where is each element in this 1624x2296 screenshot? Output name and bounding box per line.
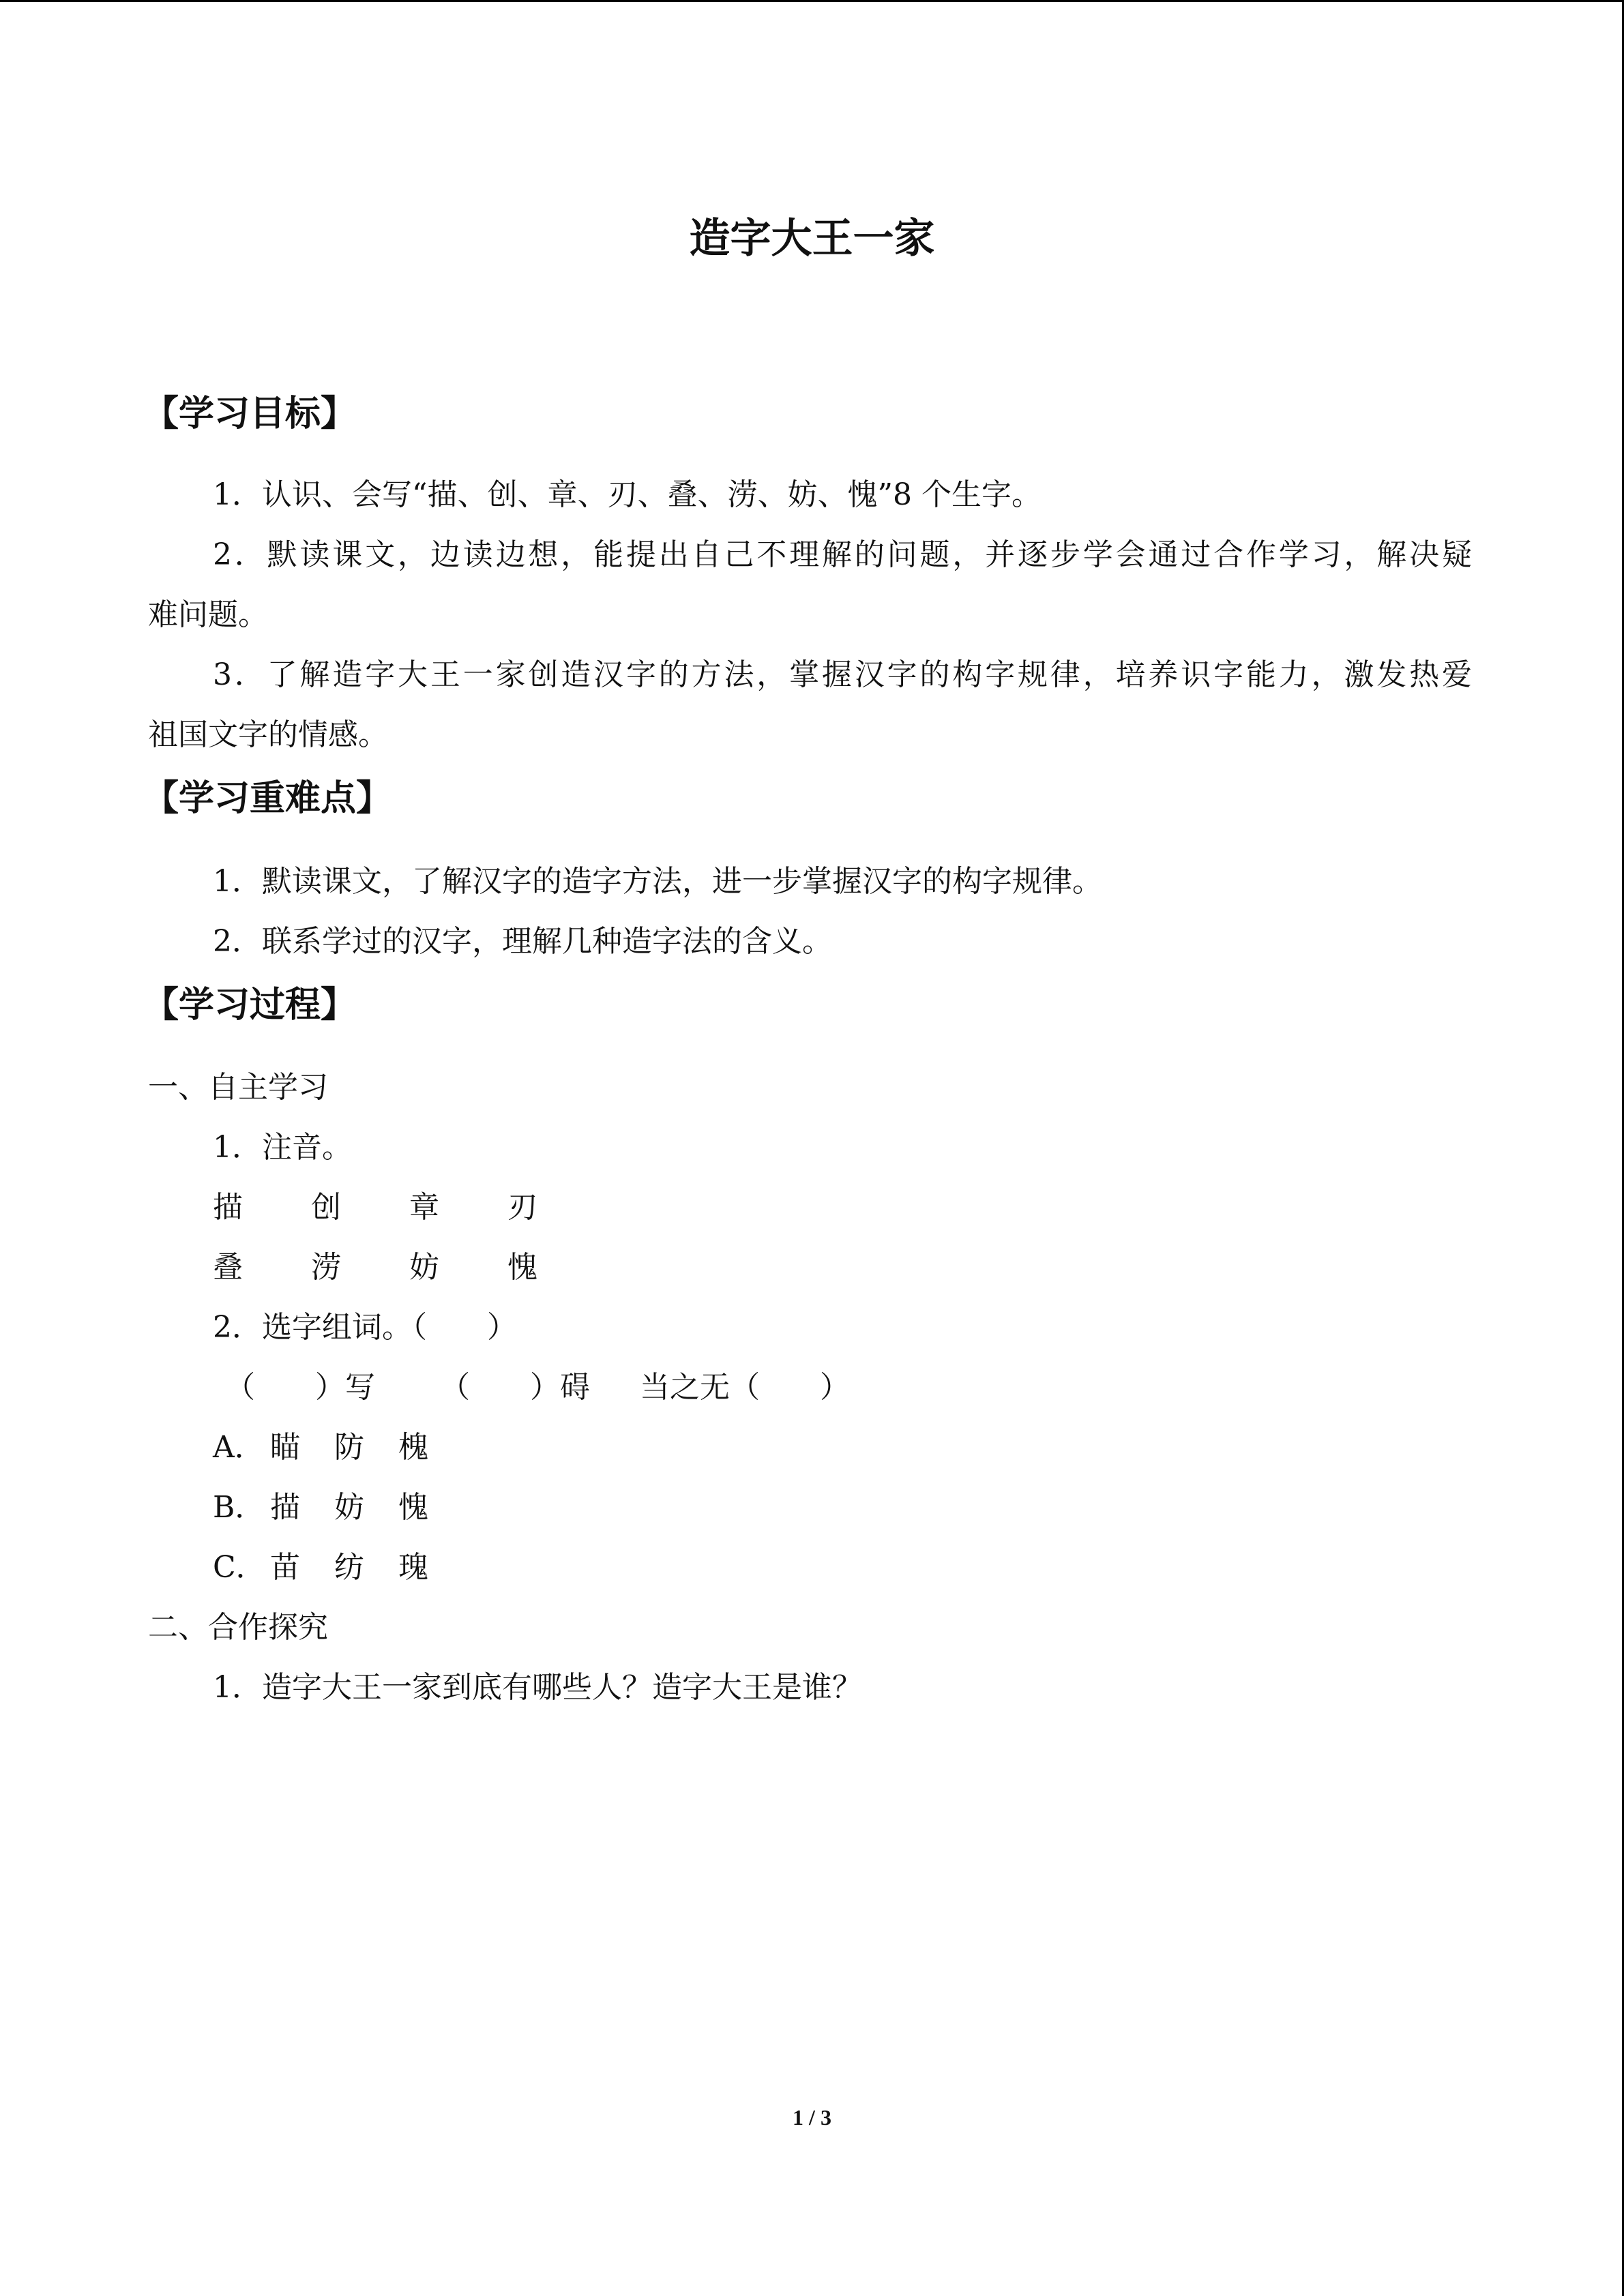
document-title: 造字大王一家 bbox=[689, 215, 935, 263]
pinyin-char: 刃 bbox=[507, 1190, 537, 1225]
key-point-2: 2．联系学过的汉字，理解几种造字法的含义。 bbox=[213, 924, 832, 959]
option-char: 苗 bbox=[270, 1550, 300, 1585]
goal-item-3-line-2: 祖国文字的情感。 bbox=[148, 717, 388, 752]
goal-item-1: 1．认识、会写“描、创、章、刃、叠、涝、妨、愧”8 个生字。 bbox=[213, 477, 1042, 512]
section-heading-process: 【学习过程】 bbox=[143, 985, 357, 1026]
key-point-1: 1．默读课文，了解汉字的造字方法，进一步掌握汉字的构字规律。 bbox=[213, 864, 1102, 899]
option-char: 描 bbox=[270, 1490, 300, 1525]
pinyin-char: 描 bbox=[213, 1190, 243, 1225]
section-heading-goals: 【学习目标】 bbox=[143, 393, 357, 434]
blank-item: （ ）写 bbox=[225, 1370, 375, 1405]
option-letter: A． bbox=[213, 1430, 265, 1465]
pinyin-char: 愧 bbox=[507, 1250, 537, 1285]
blank-item: 当之无（ ） bbox=[640, 1370, 850, 1405]
pinyin-char: 章 bbox=[409, 1190, 439, 1225]
question-2-title: 2．选字组词。（ ） bbox=[213, 1310, 517, 1345]
option-char: 愧 bbox=[398, 1490, 428, 1525]
section-heading-key-points: 【学习重难点】 bbox=[143, 778, 392, 819]
option-char: 瑰 bbox=[398, 1550, 428, 1585]
pinyin-char: 涝 bbox=[311, 1250, 341, 1285]
option-char: 妨 bbox=[334, 1490, 364, 1525]
page-border-top bbox=[0, 0, 1624, 2]
page-number: 1 / 3 bbox=[793, 2105, 831, 2130]
question-1-title: 1．注音。 bbox=[213, 1130, 352, 1165]
option-letter: C． bbox=[213, 1550, 266, 1585]
option-char: 瞄 bbox=[270, 1430, 300, 1465]
option-char: 防 bbox=[334, 1430, 364, 1465]
part-1-title: 一、自主学习 bbox=[148, 1070, 328, 1105]
part-2-question-1: 1．造字大王一家到底有哪些人？造字大王是谁？ bbox=[213, 1670, 862, 1705]
option-char: 纺 bbox=[334, 1550, 364, 1585]
pinyin-char: 创 bbox=[311, 1190, 341, 1225]
pinyin-char: 妨 bbox=[409, 1250, 439, 1285]
pinyin-char: 叠 bbox=[213, 1250, 243, 1285]
blank-item: （ ）碍 bbox=[440, 1370, 590, 1405]
option-letter: B． bbox=[213, 1490, 265, 1525]
part-2-title: 二、合作探究 bbox=[148, 1610, 328, 1645]
goal-item-2-line-2: 难问题。 bbox=[148, 597, 268, 632]
option-char: 槐 bbox=[398, 1430, 428, 1465]
goal-item-2-line-1: 2．默读课文，边读边想，能提出自己不理解的问题，并逐步学会通过合作学习，解决疑 bbox=[213, 537, 1472, 572]
goal-item-3-line-1: 3．了解造字大王一家创造汉字的方法，掌握汉字的构字规律，培养识字能力，激发热爱 bbox=[213, 657, 1472, 692]
